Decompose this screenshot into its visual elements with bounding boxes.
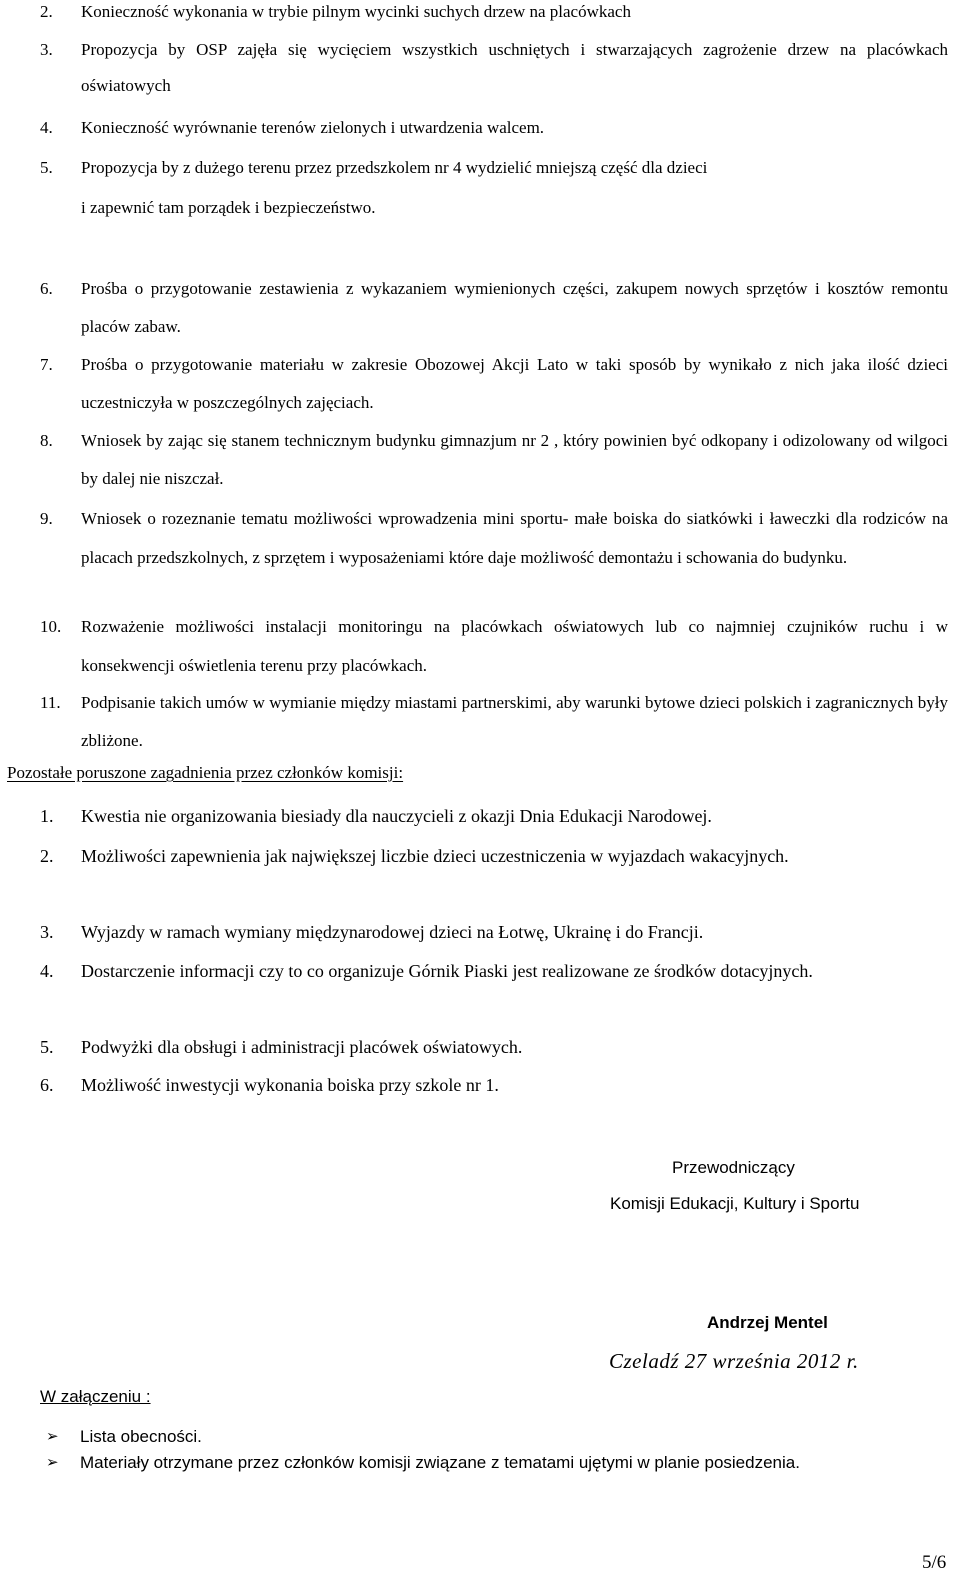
item-number: 7. <box>40 355 53 374</box>
item-text: Podwyżki dla obsługi i administracji placówek oświatowych. <box>81 1037 523 1057</box>
list-item <box>0 838 948 874</box>
section-heading: Pozostałe poruszone zagadnienia przez członków komisji: <box>7 763 404 782</box>
signature-committee: Komisji Edukacji, Kultury i Sportu <box>610 1194 860 1213</box>
item-text: Rozważenie możliwości instalacji monitoringu na placówkach oświatowych lub co najmniej czujników ruchu i w konsekwencji oświetlenia terenu przy placówkach. <box>81 617 948 675</box>
page-number: 5/6 <box>922 1552 947 1573</box>
attachments-heading: W załączeniu : <box>40 1387 151 1406</box>
item-number: 6. <box>40 279 53 298</box>
arrow-bullet-icon: ➢ <box>46 1428 59 1445</box>
item-text-line: i zapewnić tam porządek i bezpieczeństwo. <box>81 198 376 217</box>
item-text: Konieczność wyrównanie terenów zielonych i utwardzenia walcem. <box>81 118 545 137</box>
item-text: Wniosek o rozeznanie tematu możliwości wprowadzenia mini sportu- małe boiska do siatkówki i ławeczki dla rodziców na placach przedszkolnych, z sprzętem i wyposażeniami które daje możliwość demontażu i schowania do budynku. <box>81 509 948 567</box>
item-number: 5. <box>40 158 53 177</box>
item-text: Prośba o przygotowanie zestawienia z wykazaniem wymienionych części, zakupem nowych sprzętów i kosztów remontu placów zabaw. <box>81 279 948 336</box>
item-number: 6. <box>40 1075 54 1095</box>
list-item <box>0 1029 948 1065</box>
item-number: 2. <box>40 846 54 866</box>
list-item <box>0 953 948 989</box>
item-number: 11. <box>40 693 61 712</box>
item-text: Konieczność wykonania w trybie pilnym wycinki suchych drzew na placówkach <box>81 2 631 21</box>
list-item <box>0 32 948 104</box>
list-item <box>0 1067 948 1103</box>
document-date: Czeladź 27 września 2012 r. <box>609 1349 859 1373</box>
item-text: Kwestia nie organizowania biesiady dla nauczycieli z okazji Dnia Edukacji Narodowej. <box>81 806 712 826</box>
attachment-item <box>40 1452 958 1474</box>
item-text: Wyjazdy w ramach wymiany międzynarodowej dzieci na Łotwę, Ukrainę i do Francji. <box>81 922 704 942</box>
list-item <box>0 914 948 950</box>
signature-title: Przewodniczący <box>672 1158 795 1177</box>
item-number: 4. <box>40 961 54 981</box>
item-text: Możliwość inwestycji wykonania boiska przy szkole nr 1. <box>81 1075 499 1095</box>
list-item <box>0 0 948 30</box>
item-number: 5. <box>40 1037 54 1057</box>
item-text: Propozycja by OSP zajęła się wycięciem wszystkich uschniętych i stwarzających zagrożenie drzew na placówkach oświatowych <box>81 40 948 95</box>
attachment-item <box>40 1426 958 1448</box>
signature-name: Andrzej Mentel <box>707 1313 828 1332</box>
item-number: 3. <box>40 922 54 942</box>
list-item <box>0 798 948 834</box>
arrow-bullet-icon: ➢ <box>46 1454 59 1471</box>
list-item <box>0 607 948 685</box>
item-text: Prośba o przygotowanie materiału w zakresie Obozowej Akcji Lato w taki sposób by wynikało z nich jaka ilość dzieci uczestniczyła w poszczególnych zajęciach. <box>81 355 948 412</box>
item-text: Wniosek by zając się stanem technicznym budynku gimnazjum nr 2 , który powinien być odkopany i odizolowany od wilgoci by dalej nie niszczał. <box>81 431 948 488</box>
list-item <box>0 499 948 577</box>
item-number: 1. <box>40 806 54 826</box>
list-item <box>0 346 948 422</box>
item-text-line: Propozycja by z dużego terenu przez przedszkolem nr 4 wydzielić mniejszą część dla dzieci <box>81 158 708 177</box>
item-text: Możliwości zapewnienia jak największej liczbie dzieci uczestniczenia w wyjazdach wakacyjnych. <box>81 846 789 866</box>
attachment-text: Materiały otrzymane przez członków komisji związane z tematami ujętymi w planie posiedzenia. <box>80 1453 800 1472</box>
attachment-text: Lista obecności. <box>80 1427 202 1446</box>
item-number: 2. <box>40 2 53 21</box>
item-text <box>81 148 948 228</box>
item-text: Dostarczenie informacji czy to co organizuje Górnik Piaski jest realizowane ze środków dotacyjnych. <box>81 961 813 981</box>
item-text: Podpisanie takich umów w wymianie między miastami partnerskimi, aby warunki bytowe dzieci polskich i zagranicznych były zbliżone. <box>81 693 948 750</box>
item-number: 8. <box>40 431 53 450</box>
list-item <box>0 422 948 498</box>
item-number: 10. <box>40 617 62 636</box>
list-item <box>0 270 948 346</box>
item-number: 3. <box>40 40 53 59</box>
item-number: 9. <box>40 509 53 528</box>
list-item <box>0 684 948 760</box>
list-item <box>0 110 948 146</box>
list-item <box>0 148 948 228</box>
item-number: 4. <box>40 118 53 137</box>
